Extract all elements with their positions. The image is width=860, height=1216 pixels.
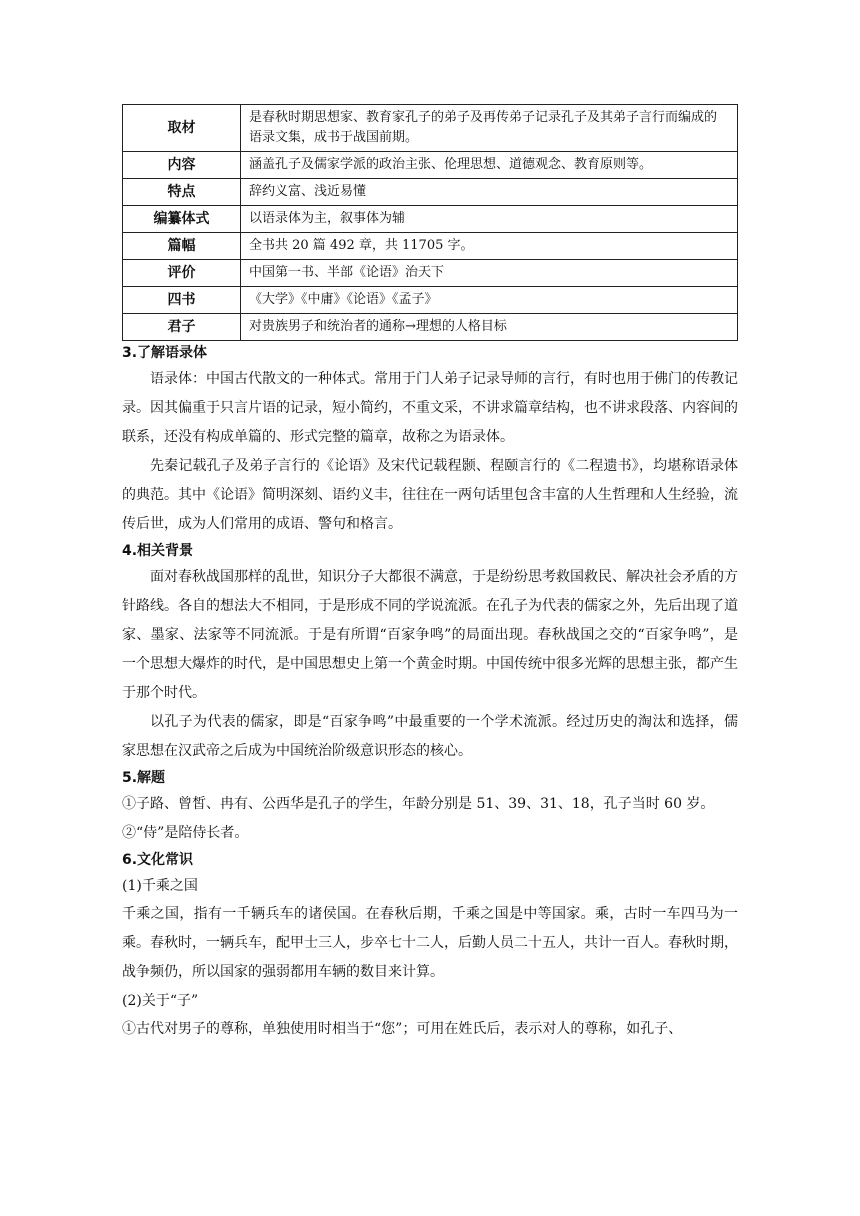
- row-value: 《大学》《中庸》《论语》《孟子》: [241, 287, 738, 314]
- paragraph: 先秦记载孔子及弟子言行的《论语》及宋代记载程颢、程颐言行的《二程遗书》，均堪称语录体的典范。其中《论语》简明深刻、语约义丰，往往在一两句话里包含丰富的人生哲理和人生经验，流传后世，成为人们常用的成语、警句和格言。: [122, 458, 738, 532]
- paragraph: 语录体：中国古代散文的一种体式。常用于门人弟子记录导师的言行，有时也用于佛门的传教记录。因其偏重于只言片语的记录，短小简约，不重文采，不讲求篇章结构，也不讲求段落、内容间的联系，还没有构成单篇的、形式完整的篇章，故称之为语录体。: [122, 371, 738, 445]
- row-value: 涵盖孔子及儒家学派的政治主张、伦理思想、道德观念、教育原则等。: [241, 152, 738, 179]
- row-key: 取材: [123, 105, 241, 152]
- row-value: 对贵族男子和统治者的通称→理想的人格目标: [241, 314, 738, 341]
- row-value: 以语录体为主，叙事体为辅: [241, 206, 738, 233]
- table-row: [123, 105, 738, 152]
- section-4: [122, 539, 738, 766]
- section-6: [122, 848, 738, 1044]
- row-value: 辞约义富、浅近易懂: [241, 179, 738, 206]
- row-key: 编纂体式: [123, 206, 241, 233]
- table-row: [123, 314, 738, 341]
- table-row: [123, 206, 738, 233]
- table-row: [123, 287, 738, 314]
- row-key: 评价: [123, 260, 241, 287]
- section-heading: 6.文化常识: [122, 852, 194, 868]
- section-3: [122, 341, 738, 539]
- row-key: 篇幅: [123, 233, 241, 260]
- list-item: ②“侍”是陪侍长者。: [122, 825, 249, 841]
- row-value: 是春秋时期思想家、教育家孔子的弟子及再传弟子记录孔子及其弟子言行而编成的语录文集，成书于战国前期。: [241, 105, 738, 152]
- row-key: 特点: [123, 179, 241, 206]
- table-row: [123, 260, 738, 287]
- row-key: 君子: [123, 314, 241, 341]
- paragraph: ①古代对男子的尊称，单独使用时相当于“您”；可用在姓氏后，表示对人的尊称，如孔子、: [122, 1021, 683, 1037]
- summary-table: [122, 104, 738, 341]
- section-heading: 5.解题: [122, 770, 166, 786]
- table-row: [123, 152, 738, 179]
- list-item: ①子路、曾皙、冉有、公西华是孔子的学生，年龄分别是 51、39、31、18，孔子当时 60 岁。: [122, 796, 715, 812]
- table-row: [123, 233, 738, 260]
- section-heading: 4.相关背景: [122, 543, 194, 559]
- row-key: 内容: [123, 152, 241, 179]
- paragraph: 以孔子为代表的儒家，即是“百家争鸣”中最重要的一个学术流派。经过历史的淘汰和选择，儒家思想在汉武帝之后成为中国统治阶级意识形态的核心。: [122, 714, 738, 759]
- page-content: [122, 104, 738, 1044]
- paragraph: 面对春秋战国那样的乱世，知识分子大都很不满意，于是纷纷思考救国救民、解决社会矛盾的方针路线。各自的想法大不相同，于是形成不同的学说流派。在孔子为代表的儒家之外，先后出现了道家、墨家、法家等不同流派。于是有所谓“百家争鸣”的局面出现。春秋战国之交的“百家争鸣”，是一个思想大爆炸的时代，是中国思想史上第一个黄金时期。中国传统中很多光辉的思想主张，都产生于那个时代。: [122, 569, 738, 701]
- table-row: [123, 179, 738, 206]
- section-5: [122, 766, 738, 848]
- row-value: 中国第一书、半部《论语》治天下: [241, 260, 738, 287]
- subsection-heading: (1)千乘之国: [122, 878, 198, 894]
- section-heading: 3.了解语录体: [122, 345, 208, 361]
- row-value: 全书共 20 篇 492 章，共 11705 字。: [241, 233, 738, 260]
- subsection-heading: (2)关于“子”: [122, 993, 199, 1009]
- row-key: 四书: [123, 287, 241, 314]
- paragraph: 千乘之国，指有一千辆兵车的诸侯国。在春秋后期，千乘之国是中等国家。乘，古时一车四马为一乘。春秋时，一辆兵车，配甲士三人，步卒七十二人，后勤人员二十五人，共计一百人。春秋时期，战争频仍，所以国家的强弱都用车辆的数目来计算。: [122, 906, 738, 980]
